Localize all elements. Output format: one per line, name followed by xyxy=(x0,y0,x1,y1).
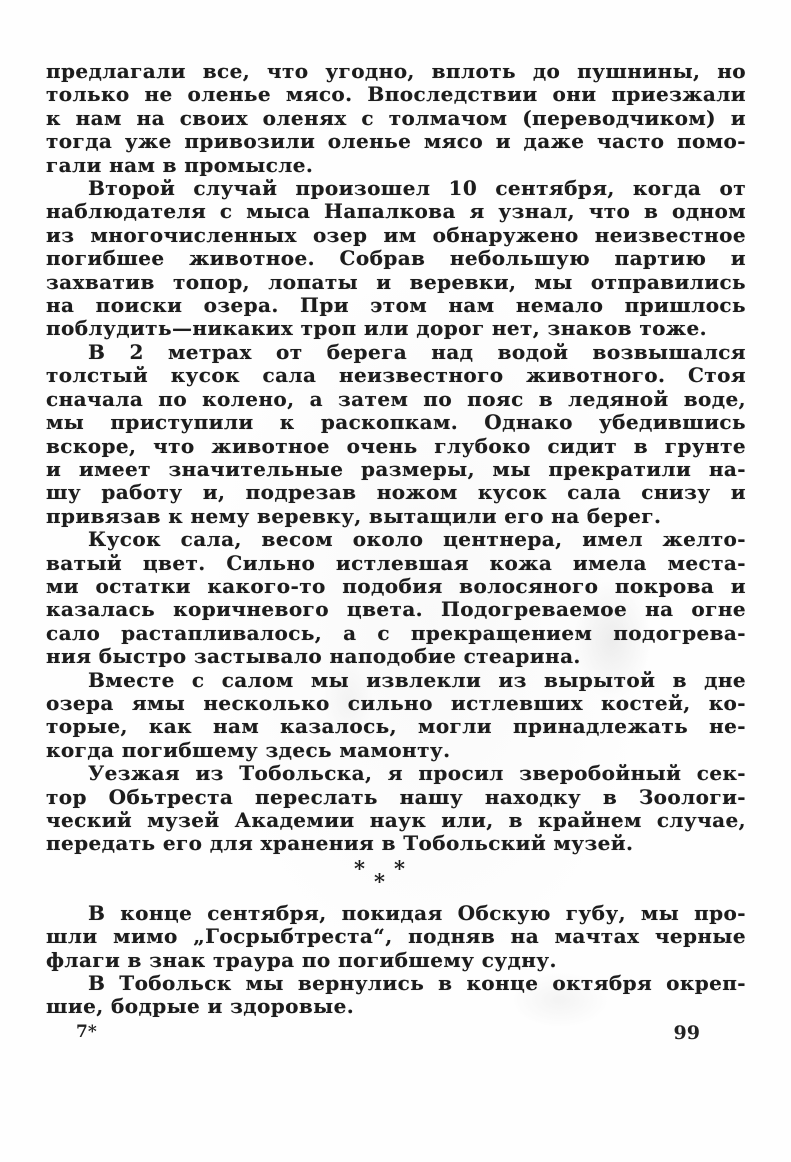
text-line: шли мимо „Госрыбтреста“, подняв на мачтах черные xyxy=(46,924,746,949)
page-footer xyxy=(46,1022,746,1044)
text-line: поблудить—никаких троп или дорог нет, знаков тоже. xyxy=(46,316,707,341)
text-line: В конце сентября, покидая Обскую губу, мы про- xyxy=(88,900,746,925)
text-line: тогда уже привозили оленье мясо и даже часто помо- xyxy=(46,129,746,154)
paragraph xyxy=(46,669,746,763)
text-line: из многочисленных озер им обнаружено неизвестное xyxy=(46,222,746,247)
text-line: гали нам в промысле. xyxy=(46,152,314,177)
text-line: сало растапливалось, а с прекращением подогрева- xyxy=(46,620,746,645)
text-line: на поиски озера. При этом нам немало пришлось xyxy=(46,293,746,318)
text-line: захватив топор, лопаты и веревки, мы отправились xyxy=(46,269,746,294)
text-line: предлагали все, что угодно, вплоть до пушнины, но xyxy=(46,59,746,83)
paragraph xyxy=(46,902,746,972)
text-section-before-break xyxy=(46,60,746,856)
text-line: флаги в знак траура по погибшему судну. xyxy=(46,947,557,972)
text-line: толстый кусок сала неизвестного животного. Стоя xyxy=(46,363,746,388)
paragraph xyxy=(46,528,746,668)
paragraph xyxy=(46,762,746,856)
text-line: погибшее животное. Собрав небольшую партию и xyxy=(46,246,746,271)
page-number: 99 xyxy=(673,1022,700,1044)
printer-signature-mark: 7* xyxy=(76,1022,97,1042)
text-line: казалась коричневого цвета. Подогреваемое на огне xyxy=(46,597,746,622)
text-line: только не оленье мясо. Впоследствии они приезжали xyxy=(46,82,746,107)
text-line: ческий музей Академии наук или, в крайнем случае, xyxy=(46,808,746,832)
text-line: Вместе с салом мы извлекли из вырытой в дне xyxy=(88,667,746,692)
text-line: озера ямы несколько сильно истлевших костей, ко- xyxy=(46,690,746,715)
text-line: наблюдателя с мыса Напалкова я узнал, что в одном xyxy=(46,199,746,224)
text-line: В Тобольск мы вернулись в конце октября окреп- xyxy=(88,971,746,996)
text-line: В 2 метрах от берега над водой возвышался xyxy=(88,339,746,364)
text-line: вскоре, что животное очень глубоко сидит в грунте xyxy=(46,433,746,458)
text-line: шу работу и, подрезав ножом кусок сала снизу и xyxy=(46,480,746,505)
text-line: тор Обьтреста переслать нашу находку в Зоологи- xyxy=(46,784,746,809)
text-line: и имеет значительные размеры, мы прекратили на- xyxy=(46,456,746,481)
text-line: сначала по колено, а затем по пояс в ледяной воде, xyxy=(46,386,746,411)
paragraph xyxy=(46,177,746,341)
text-line: ватый цвет. Сильно истлевшая кожа имела места- xyxy=(46,550,746,575)
asterisk-icon: * xyxy=(354,855,365,881)
text-line: ми остатки какого-то подобия волосяного покрова и xyxy=(46,573,746,598)
text-line: Уезжая из Тобольска, я просил зверобойный сек- xyxy=(88,761,746,786)
text-line: к нам на своих оленях с толмачом (переводчиком) и xyxy=(46,105,746,130)
paragraph xyxy=(46,341,746,528)
section-separator xyxy=(46,855,746,902)
paragraph xyxy=(46,60,746,177)
text-line: Второй случай произошел 10 сентября, когда от xyxy=(88,176,746,201)
text-line: ния быстро застывало наподобие стеарина. xyxy=(46,644,581,669)
paragraph xyxy=(46,972,746,1019)
asterisk-icon: * xyxy=(394,855,405,881)
text-line: шие, бодрые и здоровые. xyxy=(46,994,355,1019)
text-line: торые, как нам казалось, могли принадлежать не- xyxy=(46,714,746,739)
text-section-after-break xyxy=(46,902,746,1019)
asterisk-icon: * xyxy=(374,868,385,894)
text-line: Кусок сала, весом около центнера, имел желто- xyxy=(88,527,746,552)
text-line: мы приступили к раскопкам. Однако убедившись xyxy=(46,410,746,435)
text-line: когда погибшему здесь мамонту. xyxy=(46,737,451,762)
text-line: передать его для хранения в Тобольский музей. xyxy=(46,831,634,856)
text-block xyxy=(46,60,746,1019)
text-line: привязав к нему веревку, вытащили его на берег. xyxy=(46,503,662,528)
